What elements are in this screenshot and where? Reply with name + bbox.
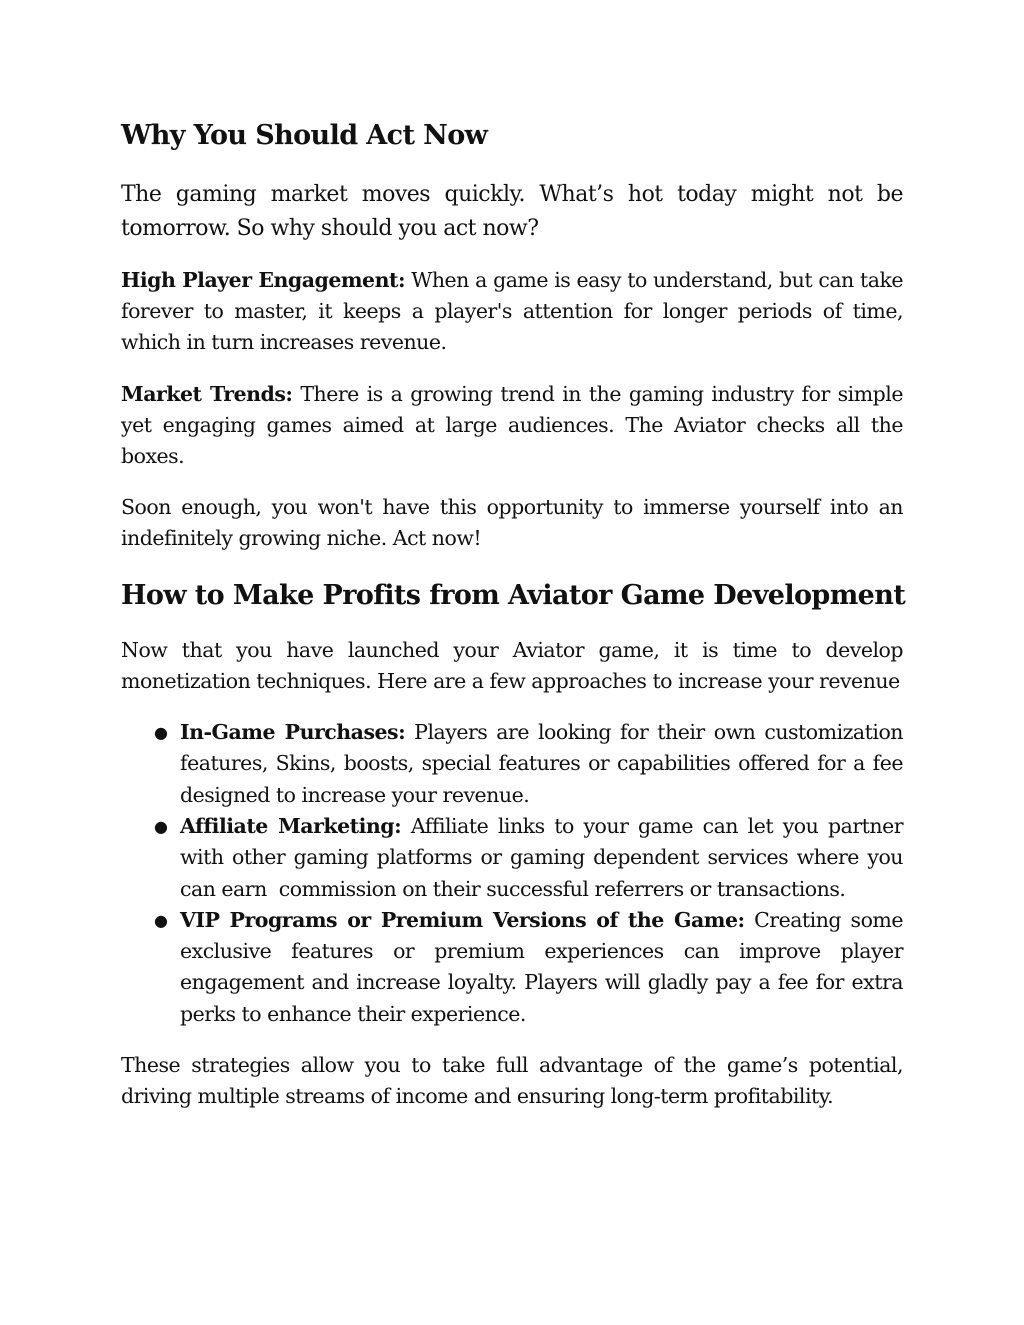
term-vip-programs: VIP Programs or Premium Versions of the Game: (180, 907, 745, 932)
term-in-game-purchases: In-Game Purchases: (180, 720, 406, 745)
text-vip-programs: Creating some exclusive features or premium experiences can improve player engagement and increase loyalty. Players will gladly pay a fee for extra perks to enhance their experience. (180, 907, 903, 1026)
term-affiliate-marketing: Affiliate Marketing: (180, 813, 402, 838)
term-market-trends: Market Trends: (121, 381, 293, 406)
text-affiliate-marketing: Affiliate links to your game can let you partner with other gaming platforms or gaming dependent services where you can earn commission on their successful referrers or transactions. (180, 813, 910, 901)
paragraph-market-intro: The gaming market moves quickly. What’s hot today might not be tomorrow. So why should you act now? (121, 182, 903, 241)
paragraph-strategies-summary: These strategies allow you to take full advantage of the game’s potential, driving multiple streams of income and ensuring long-term profitability. (121, 1053, 903, 1109)
term-high-player-engagement: High Player Engagement: (121, 268, 406, 292)
text-high-player-engagement: When a game is easy to understand, but can take forever to master, it keeps a player's attention for longer periods of time, which in turn increases revenue. (121, 268, 903, 355)
document-page (121, 0, 910, 1112)
monetization-list (121, 717, 910, 1030)
bullet-icon: ● (154, 910, 168, 930)
list-item (121, 717, 903, 811)
paragraph-monetization-intro: Now that you have launched your Aviator game, it is time to develop monetization techniques. Here are a few approaches to increase your revenue (121, 637, 903, 693)
paragraph-high-player-engagement (121, 265, 903, 359)
text-in-game-purchases: Players are looking for their own customization features, Skins, boosts, special features or capabilities offered for a fee designed to increase your revenue. (180, 720, 903, 807)
paragraph-act-now: Soon enough, you won't have this opportunity to immerse yourself into an indefinitely growing niche. Act now! (121, 495, 903, 551)
list-item (121, 811, 910, 905)
text-market-trends: There is a growing trend in the gaming industry for simple yet engaging games aimed at large audiences. The Aviator checks all the boxes. (121, 381, 903, 469)
paragraph-market-trends (121, 379, 903, 473)
list-item (121, 905, 903, 1030)
section-heading-profits: How to Make Profits from Aviator Game Development (121, 579, 906, 611)
bullet-icon: ● (154, 723, 168, 743)
bullet-icon: ● (154, 816, 168, 836)
section-heading-why-act-now: Why You Should Act Now (121, 120, 488, 151)
